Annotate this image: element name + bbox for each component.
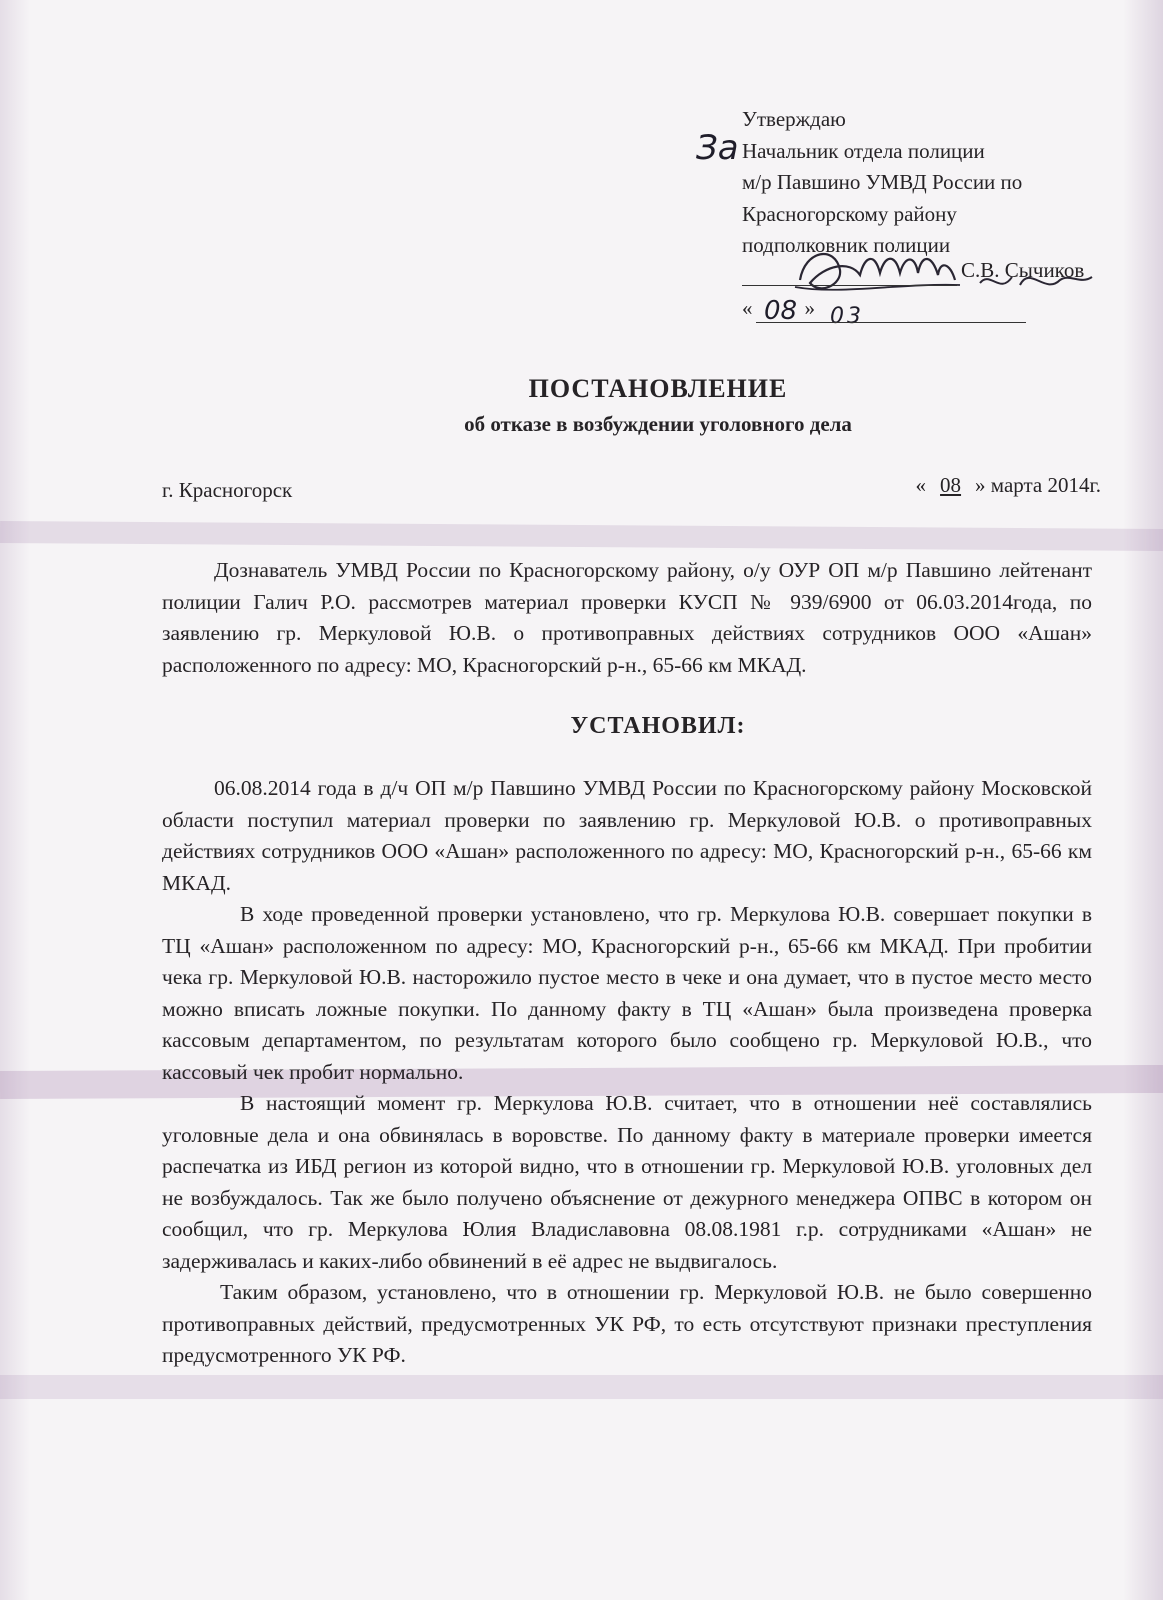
intro-paragraph xyxy=(162,555,1092,681)
document-title xyxy=(0,374,1163,404)
scan-shadow-left xyxy=(0,0,30,1600)
signer-name: С.В. Сычиков xyxy=(961,258,1085,282)
handwritten-note: За xyxy=(696,128,739,168)
paragraph: 06.08.2014 года в д/ч ОП м/р Павшино УМВД России по Красногорскому району Московской области поступил материал проверки по заявлению гр. Меркуловой Ю.В. о противоправных действиях сотрудников ООО «Ашан» расположенного по адресу: МО, Красногорский р-н., 65-66 км МКАД. xyxy=(162,776,1092,895)
approval-line: подполковник полиции xyxy=(742,233,951,257)
findings xyxy=(162,773,1092,1372)
paragraph: Таким образом, установлено, что в отношении гр. Меркуловой Ю.В. не было совершенно противоправных действий, предусмотренных УК РФ, то есть отсутствуют признаки преступления предусмотренного УК РФ. xyxy=(162,1280,1092,1367)
document-subtitle-text: об отказе в возбуждении уголовного дела xyxy=(464,412,852,436)
signature-line xyxy=(742,285,957,286)
paragraph: В ходе проведенной проверки установлено, что гр. Меркулова Ю.В. совершает покупки в ТЦ «Ашан» расположенном по адресу: МО, Красногорский р-н., 65-66 км МКАД. При пробитии чека гр. Меркуловой Ю.В. насторожило пустое место в чеке и она думает, что в пустое место место можно вписать ложные покупки. По данному факту в ТЦ «Ашан» была произведена проверка кассовым департаментом, по результатам которого было сообщено гр. Меркуловой Ю.В., что кассовый чек пробит нормально. xyxy=(162,902,1092,1084)
approval-line: Начальник отдела полиции xyxy=(742,138,985,163)
paragraph: В настоящий момент гр. Меркулова Ю.В. считает, что в отношении неё составлялись уголовные дела и она обвинялась в воровстве. По данному факту в материале проверки имеется распечатка из ИБД регион из которой видно, что в отношении гр. Меркуловой Ю.В. уголовных дел не возбуждалось. Так же было получено объяснение от дежурного менеджера ОПВС в котором он сообщил, что гр. Меркулова Юлия Владиславовна 08.08.1981 г.р. сотрудниками «Ашан» не задерживалась и каких-либо обвинений в её адрес не выдвигалось. xyxy=(162,1091,1092,1273)
approval-line: м/р Павшино УМВД России по xyxy=(742,170,1023,194)
date-quote-close: » xyxy=(804,296,815,320)
document-title-text: ПОСТАНОВЛЕНИЕ xyxy=(528,374,788,403)
date-day: 08 xyxy=(940,473,962,497)
date-open: « xyxy=(915,473,927,497)
intro-text: Дознаватель УМВД России по Красногорскому району, о/у ОУР ОП м/р Павшино лейтенант полиции Галич Р.О. рассмотрев материал проверки КУСП № 939/6900 от 06.03.2014года, по заявлению гр. Меркуловой Ю.В. о противоправных действиях сотрудников ООО «Ашан» расположенного по адресу: МО, Красногорский р-н., 65-66 км МКАД. xyxy=(162,558,1092,677)
handwritten-day: 08 xyxy=(764,296,798,326)
document-date xyxy=(916,473,1101,498)
date-underline xyxy=(756,322,1026,323)
date-rest: » марта 2014г. xyxy=(975,473,1101,497)
copy-streak xyxy=(0,521,1163,551)
handwritten-month: 03 xyxy=(830,304,864,329)
place: г. Красногорск xyxy=(162,478,293,502)
copy-streak xyxy=(0,1375,1163,1399)
date-quote-open: « xyxy=(742,296,753,320)
approval-line: Утверждаю xyxy=(742,107,846,131)
document-subtitle xyxy=(0,412,1163,437)
section-heading: УСТАНОВИЛ: xyxy=(570,713,746,739)
approval-line: Красногорскому району xyxy=(742,201,957,226)
